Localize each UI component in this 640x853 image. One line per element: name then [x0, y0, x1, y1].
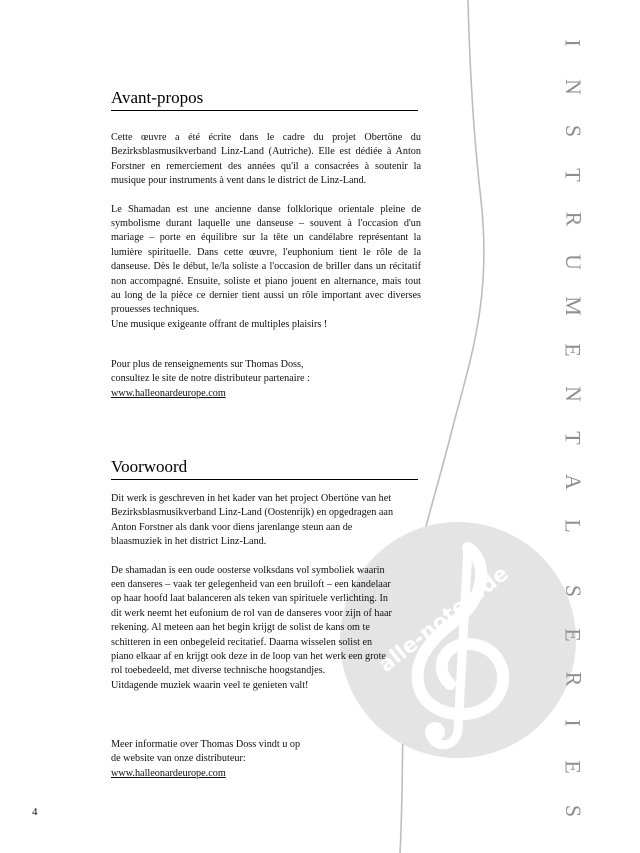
instrumental-series-vertical-title — [560, 32, 586, 822]
page-number: 4 — [32, 806, 38, 818]
series-letter: I — [560, 719, 586, 727]
dutch-info-line-1: Meer informatie over Thomas Doss vindt u op — [111, 739, 301, 750]
french-info — [111, 358, 421, 401]
dutch-info — [111, 738, 421, 781]
dutch-body — [111, 492, 396, 707]
series-letter: E — [560, 628, 586, 642]
series-letter: A — [560, 473, 586, 490]
series-letter: I — [560, 39, 586, 47]
heading-voorwoord: Voorwoord — [111, 457, 418, 480]
series-letter: E — [560, 343, 586, 357]
series-letter: M — [561, 296, 586, 317]
series-letter: R — [561, 211, 586, 226]
series-letter: T — [560, 431, 586, 445]
heading-avant-propos: Avant-propos — [111, 88, 418, 111]
dutch-paragraph-3: Uitdagende muziek waarin veel te genieten valt! — [111, 679, 309, 691]
series-letter: N — [560, 386, 586, 402]
french-info-line-1: Pour plus de renseignements sur Thomas Doss, — [111, 359, 304, 370]
watermark-text: alle-noten.de — [374, 561, 513, 677]
series-letter: R — [561, 671, 586, 687]
series-letter: S — [561, 124, 586, 137]
french-distributor-link[interactable]: www.halleonardeurope.com — [111, 387, 226, 399]
dutch-paragraph-2: De shamadan is een oude oosterse volksdans vol symboliek waarin een danseres – vaak ter gelegenheid van een bruiloft – een kandelaar op haar hoofd laat balanceren als teken van spirituele verlichting. In dit werk neemt het eufonium de rol van de danseres voor zijn of haar rekening. Al meteen aan het begin krijgt de solist de kans om te schitteren in een onbegeleid recitatief. Daarna wisselen solist en piano elkaar af en krijgt ook deze in de loop van het werk een grote rol toebedeeld, met diverse technische hoogstandjes. — [111, 564, 392, 677]
dutch-distributor-link[interactable]: www.halleonardeurope.com — [111, 767, 226, 779]
series-letter: N — [560, 78, 586, 95]
series-letter: T — [560, 167, 586, 182]
series-letter: S — [561, 804, 586, 817]
series-letter: L — [560, 518, 586, 533]
series-letter: E — [560, 760, 586, 774]
french-paragraph-3: Une musique exigeante offrant de multiples plaisirs ! — [111, 318, 328, 330]
french-paragraph-1: Cette œuvre a été écrite dans le cadre du projet Obertöne du Bezirksblasmusikverband Linz-Land (Autriche). Elle est dédiée à Anton Forstner en remerciement des années qu'il a consacrées à soutenir la musique pour instruments à vent dans le district de Linz-Land. — [111, 132, 421, 187]
french-body — [111, 131, 421, 346]
dutch-paragraph-1: Dit werk is geschreven in het kader van het project Obertöne van het Bezirksblasmusikverband Linz-Land (Oostenrijk) en opgedragen aan Anton Forstner als dank voor diens jarenlange steun aan de blaasmuziek in het district Linz-Land. — [111, 493, 394, 548]
french-paragraph-2: Le Shamadan est une ancienne danse folklorique orientale pleine de symbolisme durant laquelle une danseuse – souvent à l'occasion d'un mariage – porte en équilibre sur la tête un candélabre représentant la lumière spirituelle. Dans cette œuvre, l'euphonium tient le rôle de la danseuse. Dès le début, le/la soliste a l'occasion de briller dans un récitatif non accompagné. Ensuite, soliste et piano jouent en alternance, mais tout au long de la pièce ce dernier tient aussi un rôle important avec diverses prouesses techniques. — [111, 203, 421, 316]
dutch-info-line-2: de website van onze distributeur: — [111, 753, 246, 765]
french-info-line-2: consultez le site de notre distributeur partenaire : — [111, 373, 310, 385]
series-letter: S — [561, 585, 586, 598]
series-letter: U — [560, 254, 586, 271]
